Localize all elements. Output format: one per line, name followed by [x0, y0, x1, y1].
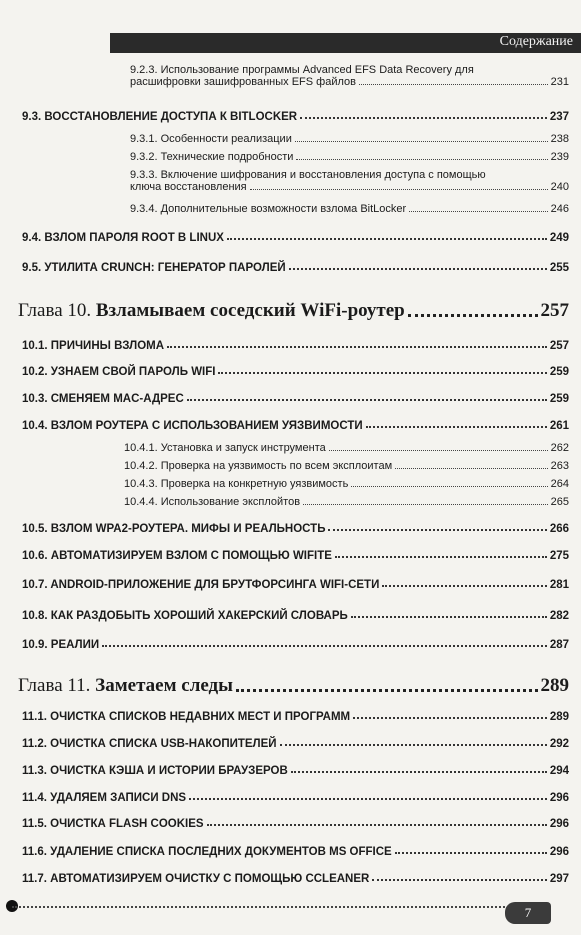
toc-entry-title-cont: ключа восстановления	[130, 181, 247, 193]
toc-entry-title: 11.4. УДАЛЯЕМ ЗАПИСИ DNS	[22, 792, 187, 804]
toc-chapter-10[interactable]	[18, 300, 569, 322]
toc-page-number: 264	[550, 478, 569, 490]
toc-section-10-8[interactable]	[22, 610, 569, 622]
dot-leader	[303, 504, 548, 505]
toc-page-number: 289	[540, 675, 569, 696]
dot-leader	[296, 159, 547, 160]
toc-page-number: 262	[550, 442, 569, 454]
footer-dot-rule	[12, 906, 521, 908]
dot-leader	[167, 346, 547, 348]
dot-leader	[329, 450, 548, 451]
toc-page-number: 266	[549, 523, 569, 535]
toc-page-number: 257	[540, 300, 569, 321]
dot-leader	[187, 399, 547, 401]
toc-page-number: 275	[549, 550, 569, 562]
toc-entry-title: 9.2.3. Использование программы Advanced EFS Data Recovery для	[130, 64, 474, 76]
toc-page-number: 246	[550, 203, 569, 215]
dot-leader	[102, 645, 547, 647]
dot-leader	[227, 238, 547, 240]
toc-entry-title: 9.3. ВОССТАНОВЛЕНИЕ ДОСТУПА К BITLOCKER	[22, 111, 298, 123]
dot-leader	[409, 211, 547, 212]
toc-section-11-5[interactable]	[22, 818, 569, 830]
dot-leader	[218, 372, 546, 374]
toc-page-number: 265	[550, 496, 569, 508]
toc-subsection-9-3-1[interactable]	[130, 133, 569, 145]
dot-leader	[395, 468, 548, 469]
page-number-badge: 7	[505, 902, 551, 924]
dot-leader	[300, 117, 547, 119]
dot-leader	[291, 771, 547, 773]
toc-entry-title: 9.3.4. Дополнительные возможности взлома BitLocker	[130, 203, 407, 215]
dot-leader	[408, 314, 538, 317]
dot-leader	[328, 529, 546, 531]
dot-leader	[395, 852, 547, 854]
toc-section-10-7[interactable]	[22, 579, 569, 591]
toc-section-10-6[interactable]	[22, 550, 569, 562]
toc-subsection-9-3-3[interactable]	[130, 169, 569, 193]
toc-entry-title: 10.3. СМЕНЯЕМ MAC-АДРЕС	[22, 393, 184, 405]
toc-page-number: 294	[549, 765, 569, 777]
toc-entry-title: 11.3. ОЧИСТКА КЭША И ИСТОРИИ БРАУЗЕРОВ	[22, 765, 288, 777]
toc-subsection-10-4-1[interactable]	[124, 442, 569, 454]
toc-entry-title: 10.1. ПРИЧИНЫ ВЗЛОМА	[22, 340, 165, 352]
toc-entry-title: 11.6. УДАЛЕНИЕ СПИСКА ПОСЛЕДНИХ ДОКУМЕНТОВ MS OFFICE	[22, 846, 392, 858]
toc-section-11-1[interactable]	[22, 711, 569, 723]
toc-entry-title: 9.3.2. Технические подробности	[130, 151, 294, 163]
toc-entry-title: 10.7. ANDROID-ПРИЛОЖЕНИЕ ДЛЯ БРУТФОРСИНГА WIFI-СЕТИ	[22, 579, 380, 591]
toc-section-11-3[interactable]	[22, 765, 569, 777]
toc-chapter-11[interactable]	[18, 675, 569, 697]
toc-page-number: 240	[550, 181, 569, 193]
dot-leader	[250, 189, 548, 190]
toc-page-number: 296	[549, 792, 569, 804]
toc-subsection-9-3-4[interactable]	[130, 203, 569, 215]
toc-entry-title: 10.5. ВЗЛОМ WPA2-РОУТЕРА. МИФЫ И РЕАЛЬНОСТЬ	[22, 523, 326, 535]
toc-section-10-5[interactable]	[22, 523, 569, 535]
toc-page-number: 281	[549, 579, 569, 591]
toc-section-10-3[interactable]	[22, 393, 569, 405]
dot-leader	[351, 486, 547, 487]
running-header	[110, 33, 581, 53]
toc-page-number: 259	[549, 393, 569, 405]
dot-leader	[207, 824, 547, 826]
toc-page-number: 237	[549, 111, 569, 123]
toc-section-9-3[interactable]	[22, 111, 569, 123]
dot-leader	[382, 585, 546, 587]
chapter-number: Глава 10.	[18, 300, 92, 321]
toc-entry-title: 9.5. УТИЛИТА CRUNCH: ГЕНЕРАТОР ПАРОЛЕЙ	[22, 262, 286, 274]
toc-entry-title: 11.5. ОЧИСТКА FLASH COOKIES	[22, 818, 204, 830]
toc-subsection-10-4-2[interactable]	[124, 460, 569, 472]
chapter-title: Заметаем следы	[95, 675, 233, 696]
toc-section-11-7[interactable]	[22, 873, 569, 885]
toc-entry-title: 9.3.1. Особенности реализации	[130, 133, 292, 145]
toc-entry-title: 9.4. ВЗЛОМ ПАРОЛЯ ROOT В LINUX	[22, 232, 224, 244]
toc-page-number: 249	[549, 232, 569, 244]
toc-page-number: 255	[549, 262, 569, 274]
toc-subsection-10-4-4[interactable]	[124, 496, 569, 508]
toc-section-9-5[interactable]	[22, 262, 569, 274]
toc-page-number: 282	[549, 610, 569, 622]
toc-page-number: 292	[549, 738, 569, 750]
toc-page-number: 261	[549, 420, 569, 432]
toc-page-number: 289	[549, 711, 569, 723]
dot-leader	[280, 744, 547, 746]
toc-page-number: 238	[550, 133, 569, 145]
toc-section-10-9[interactable]	[22, 639, 569, 651]
toc-page-number: 259	[549, 366, 569, 378]
chapter-number: Глава 11.	[18, 675, 91, 696]
toc-entry-title: 11.2. ОЧИСТКА СПИСКА USB-НАКОПИТЕЛЕЙ	[22, 738, 277, 750]
toc-page-number: 296	[549, 818, 569, 830]
toc-entry-title: 11.7. АВТОМАТИЗИРУЕМ ОЧИСТКУ С ПОМОЩЬЮ CCLEANER	[22, 873, 370, 885]
toc-entry-title: 10.4. ВЗЛОМ РОУТЕРА С ИСПОЛЬЗОВАНИЕМ УЯЗВИМОСТИ	[22, 420, 363, 432]
toc-section-10-4[interactable]	[22, 420, 569, 432]
toc-entry-title: 11.1. ОЧИСТКА СПИСКОВ НЕДАВНИХ МЕСТ И ПРОГРАММ	[22, 711, 351, 723]
toc-entry-title: 10.4.4. Использование эксплойтов	[124, 496, 301, 508]
toc-subsection-9-2-3[interactable]	[130, 64, 569, 88]
dot-leader	[335, 556, 547, 558]
dot-leader	[366, 426, 547, 428]
toc-section-11-4[interactable]	[22, 792, 569, 804]
toc-page-number: 296	[549, 846, 569, 858]
toc-page-number: 231	[550, 76, 569, 88]
toc-page-number: 287	[549, 639, 569, 651]
toc-section-9-4[interactable]	[22, 232, 569, 244]
dot-leader	[372, 879, 546, 881]
toc-page-number: 297	[549, 873, 569, 885]
dot-leader	[353, 717, 547, 719]
toc-subsection-9-3-2[interactable]	[130, 151, 569, 163]
toc-page-number: 263	[550, 460, 569, 472]
toc-section-11-6[interactable]	[22, 846, 569, 858]
toc-entry-title: 9.3.3. Включение шифрования и восстановления доступа с помощью	[130, 169, 486, 181]
dot-leader	[236, 689, 538, 692]
chapter-title: Взламываем соседский WiFi-роутер	[95, 300, 405, 321]
toc-entry-title: 10.6. АВТОМАТИЗИРУЕМ ВЗЛОМ С ПОМОЩЬЮ WIFITE	[22, 550, 332, 562]
toc-entry-title: 10.4.3. Проверка на конкретную уязвимость	[124, 478, 349, 490]
toc-section-10-2[interactable]	[22, 366, 569, 378]
toc-subsection-10-4-3[interactable]	[124, 478, 569, 490]
dot-leader	[351, 616, 547, 618]
dot-leader	[289, 268, 547, 270]
toc-entry-title: 10.8. КАК РАЗДОБЫТЬ ХОРОШИЙ ХАКЕРСКИЙ СЛОВАРЬ	[22, 610, 348, 622]
dot-leader	[189, 798, 547, 800]
toc-entry-title: 10.2. УЗНАЕМ СВОЙ ПАРОЛЬ WIFI	[22, 366, 216, 378]
dot-leader	[295, 141, 548, 142]
toc-page-number: 257	[549, 340, 569, 352]
dot-leader	[359, 84, 548, 85]
toc-section-11-2[interactable]	[22, 738, 569, 750]
header-title: Содержание	[499, 34, 573, 49]
toc-entry-title: 10.4.1. Установка и запуск инструмента	[124, 442, 326, 454]
toc-page-number: 239	[550, 151, 569, 163]
toc-entry-title: 10.4.2. Проверка на уязвимость по всем эксплоитам	[124, 460, 393, 472]
toc-entry-title: 10.9. РЕАЛИИ	[22, 639, 100, 651]
toc-entry-title-cont: расшифровки зашифрованных EFS файлов	[130, 76, 356, 88]
toc-section-10-1[interactable]	[22, 340, 569, 352]
